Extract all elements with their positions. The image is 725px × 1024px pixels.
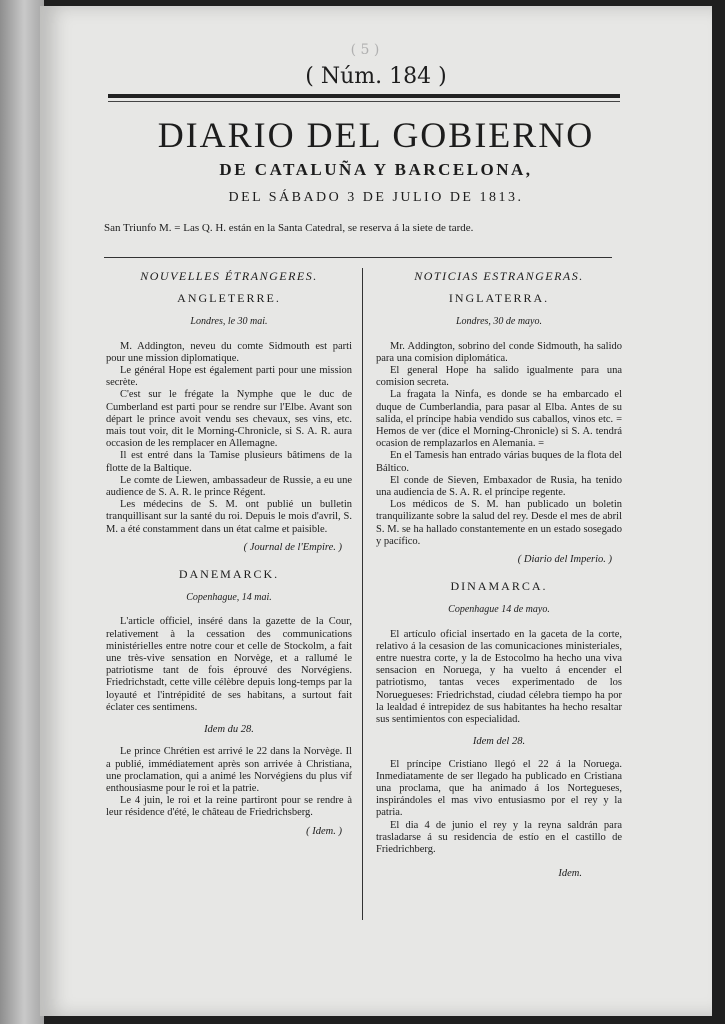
page-number: ( 5 ) — [350, 42, 380, 58]
idem-dateline: Idem du 28. — [204, 724, 254, 736]
country-heading: INGLATERRA. — [448, 291, 550, 306]
masthead-subtitle: DE CATALUÑA Y BARCELONA, — [219, 160, 533, 179]
column-divider — [362, 268, 363, 920]
left-column-french — [106, 270, 352, 852]
newspaper-page — [40, 6, 712, 1016]
dateline: Londres, 30 de mayo. — [455, 316, 542, 328]
article-paragraph: La fragata la Ninfa, es donde se ha embarcado el duque de Cumberlandia, para pasar al Elba. Antes de su salida, el príncipe habia vendido sus caballos, vinos etc. = Hemos de ver (dice el Morning-Chronicle) si S. A. tendrá ocasion de remplazarlos en Alemania. = — [376, 389, 622, 450]
article-paragraph: Le comte de Liewen, ambassadeur de Russie, a eu une audience de S. A. R. le prince Régent. — [106, 474, 352, 499]
country-heading: ANGLETERRE. — [177, 291, 281, 306]
article-paragraph: El artículo oficial insertado en la gaceta de la corte, relativo á la cesasion de las comunicaciones ministeriales, entre nuestra corte, y la de Estocolmo ha hecho una viva sensacion en Noruega, y ha vuelto á encender el patriotismo, tantas veces experimentado de los Noruegueses: Friedrichstad, ciudad célebra tiempo ha por la lealdad é intrepidez de sus habitantes ha hecho resaltar sus sentimientos con especialidad. — [376, 628, 622, 726]
issue-number: ( Núm. 184 ) — [305, 64, 447, 89]
book-spine — [0, 0, 44, 1024]
masthead-date: DEL SÁBADO 3 DE JULIO DE 1813. — [228, 190, 524, 205]
dateline: Copenhague 14 de mayo. — [448, 604, 550, 616]
masthead-rule-thick — [108, 94, 620, 98]
left-column-heading: NOUVELLES ÉTRANGERES. — [140, 269, 318, 283]
article-paragraph: Los médicos de S. M. han publicado un boletin tranquilizante sobre la salud del rey. Desde el mes de abril S. M. se ha hallado constantemente en un estado sosegado y pacífico. — [376, 499, 622, 547]
right-column-heading: NOTICIAS ESTRANGERAS. — [414, 269, 584, 283]
idem-dateline: Idem del 28. — [472, 736, 526, 748]
article-source: Idem. — [558, 868, 582, 880]
article-paragraph: M. Addington, neveu du comte Sidmouth est parti pour une mission diplomatique. — [106, 340, 352, 364]
article-paragraph: Il est entré dans la Tamise plusieurs bâtimens de la flotte de la Baltique. — [106, 450, 352, 474]
article-paragraph: L'article officiel, inséré dans la gazette de la Cour, relativement à la cessation des communications ministérielles entre notre cour et celle de Stockolm, a fait une très-vive sensation en Norvège, et a rallumé le patriotisme tant de fois éprouvé des Norvégiens. Friedrichstadt, cette ville célèbre depuis long-temps par la loyauté et l'intrépidité de ses habitans, a surtout fait éclater ces sentimens. — [106, 616, 352, 713]
article-paragraph: El dia 4 de junio el rey y la reyna saldrán para trasladarse á su residencia de estío en el castillo de Friedrichberg. — [376, 819, 622, 855]
article-paragraph: El príncipe Cristiano llegó el 22 á la Noruega. Inmediatamente de ser llegado ha publicado en Cristiana una proclama, que ha animado á los Nortegueses, inspirándoles el mas vivo entusiasmo por el rey y la patria. — [376, 758, 622, 819]
country-heading: DANEMARCK. — [178, 567, 280, 582]
country-heading: DINAMARCA. — [450, 579, 548, 594]
article-paragraph: El general Hope ha salido igualmente para una comision secreta. — [376, 365, 622, 389]
article-paragraph: C'est sur le frégate la Nymphe que le duc de Cumberland est parti pour se rendre sur l'Elbe. Avant son départ le prince avoit vendu ses chevaux, ses vins, etc. mais tout voir, dit le Morning-Chronicle, si S. A. R. aura occasion de les remplacer en Allemagne. — [106, 389, 352, 450]
article-paragraph: Le prince Chrétien est arrivé le 22 dans la Norvège. Il a publié, immédiatement après son arrivée à Christiana, une proclamation, qui a animé les Norvégiens du plus vif enthousiasme pour le roi et la patrie. — [106, 746, 352, 794]
article-paragraph: Le 4 juin, le roi et la reine partiront pour se rendre à leur résidence d'été, le château de Friedrichsberg. — [106, 795, 352, 819]
dateline: Londres, le 30 mai. — [190, 316, 268, 328]
article-source: ( Idem. ) — [306, 825, 342, 837]
article-paragraph: En el Tamesis han entrado várias buques de la flota del Báltico. — [376, 450, 622, 474]
article-source: ( Diario del Imperio. ) — [517, 554, 612, 566]
article-source: ( Journal de l'Empire. ) — [243, 541, 342, 553]
right-column-spanish — [376, 270, 622, 880]
header-rule — [104, 257, 612, 258]
dateline: Copenhague, 14 mai. — [186, 592, 272, 604]
article-paragraph: Le général Hope est également parti pour une mission secrète. — [106, 365, 352, 389]
article-paragraph: Mr. Addington, sobrino del conde Sidmouth, ha salido para una comision diplomática. — [376, 340, 622, 364]
masthead-title: DIARIO DEL GOBIERNO — [157, 115, 595, 155]
saint-of-the-day: San Triunfo M. = Las Q. H. están en la Santa Catedral, se reserva á la siete de tarde. — [104, 222, 474, 234]
article-paragraph: El conde de Sieven, Embaxador de Rusia, ha tenido una audiencia de S. A. R. el príncipe regente. — [376, 474, 622, 499]
masthead-rule-thin — [108, 101, 620, 102]
article-paragraph: Les médecins de S. M. ont publié un bulletin tranquillisant sur la santé du roi. Depuis le mois d'avril, S. M. a été constamment dans un état calme et paisible. — [106, 499, 352, 535]
